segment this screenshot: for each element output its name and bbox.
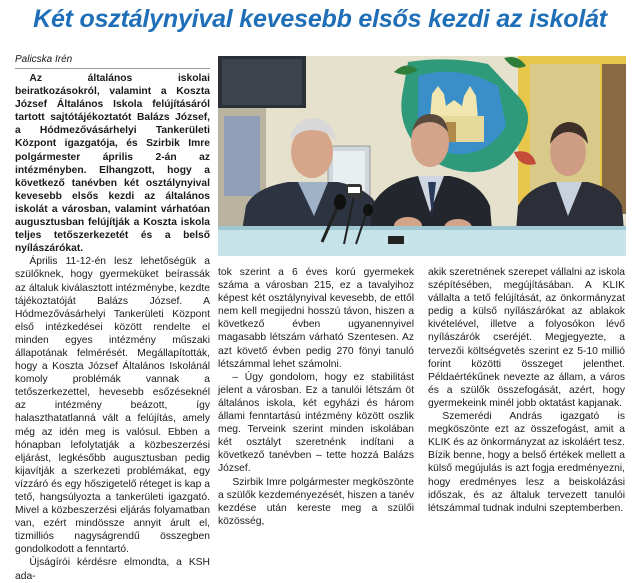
article-column-2 <box>218 266 414 528</box>
paragraph: Újságírói kérdésre elmondta, a KSH ada- <box>15 557 210 582</box>
article-lead: Az általános iskolai beiratkozásokról, valamint a Koszta József Általános Iskola felújításáról tartott sajtótájékoztatót Balázs József, a Hódmezővásárhelyi Tankerületi Központ igazgatója, és Szirbik Imre polgármester április 2-án az intézményben. Elhangzott, hogy a következő tanévben két osztálynyival kevesebb elsős kezdi az általános iskolát a városban, valamint várhatóan augusztusban felújítják a Koszta iskola teljes tetőszerkezetét és a belső nyílászárókat. <box>15 73 210 255</box>
article-column-3 <box>428 266 625 515</box>
press-conference-photo <box>218 56 626 256</box>
paragraph: akik szeretnének szerepet vállalni az iskola szépítésében, megújításában. A KLIK vállalta a tető felújítását, az önkormányzat pedig a külső nyílászárókat az ablakok kivételével, illetve a folyosókon lévő nyílászárók cseréjét. Megjegyezte, a tervezői költségvetés szerint ez 5-10 millió forint közötti összeget jelenthet. Példaértékűnek nevezte az állam, a város és a szülők összefogását, azért, hogy gyermekeink minél jobb oktatást kapjanak. <box>428 267 625 409</box>
paragraph: – Úgy gondolom, hogy ez stabilitást jelent a városban. Ez a tanulói létszám öt általános iskola, két egyházi és három állami fenntartású intézmény között oszlik meg. Terveink szerint minden iskolában két osztályt szeretnénk indítani a következő tanévben – tette hozzá Balázs József. <box>218 371 414 475</box>
paragraph: Szemerédi András igazgató is megköszönte ezt az összefogást, amit a KLIK és az önkormányzat az iskoláért tesz. Bízik benne, hogy a belső értékek mellett a külső megújulás is azt fogja eredményezni, hogy eredményes lesz a beiskolázási időszak, és az általuk tervezett tanulói létszámmal tudnak indulni szeptemberben. <box>428 411 625 514</box>
paragraph: Április 11-12-én lesz lehetőségük a szülőknek, hogy gyermeküket beírassák az általuk kiválasztott intézménybe, kezdte tájékoztatóját Balázs József. A Hódmezővásárhelyi Tankerületi Központ első intézkedései között rendelte el minden egyes intézmény műszaki állapotának felmérését. Megállapították, hogy a Koszta József Általános Iskolánál komoly problémák vannak a tetőszerkezettel, hevesebb esőzéseknél az intézmény beázott, így halaszthatatlanná vált a felújítás, amely még az idén meg is valósul. Ebben a hónapban lefolytatják a közbeszerzési eljárást, legkésőbb augusztusban pedig kijavítják a szerkezeti problémákat, egy vízzáró és egy hőszigetelő réteget is kap a tető, hangsúlyozta a tankerületi igazgató. Mivel a közbeszerzési eljárás folyamatban van, ezért mindössze annyit árult el, tizmilliós nagyságrendű összegben gondolkodott a fenntartó. <box>15 256 210 556</box>
paragraph: tok szerint a 6 éves korú gyermekek száma a városban 215, ez a tavalyihoz képest két osztálynyival kevesebb, de ettől nem kell megijedni hosszú távon, hiszen a következő évben ugyanennyivel magasabb létszám várható Szentesen. Az azt követő évben pedig 270 fönyi tanuló létszámmal lehet számolni. <box>218 267 414 370</box>
author-byline: Palicska Irén <box>15 53 210 69</box>
paragraph: Szirbik Imre polgármester megköszönte a szülők kezdeményezését, hiszen a tanév kezdése után kereste meg a szülői közösség, <box>218 476 414 527</box>
headline: Két osztálynyival kevesebb elsős kezdi az iskolát <box>33 5 607 33</box>
article-column-1 <box>15 72 210 583</box>
